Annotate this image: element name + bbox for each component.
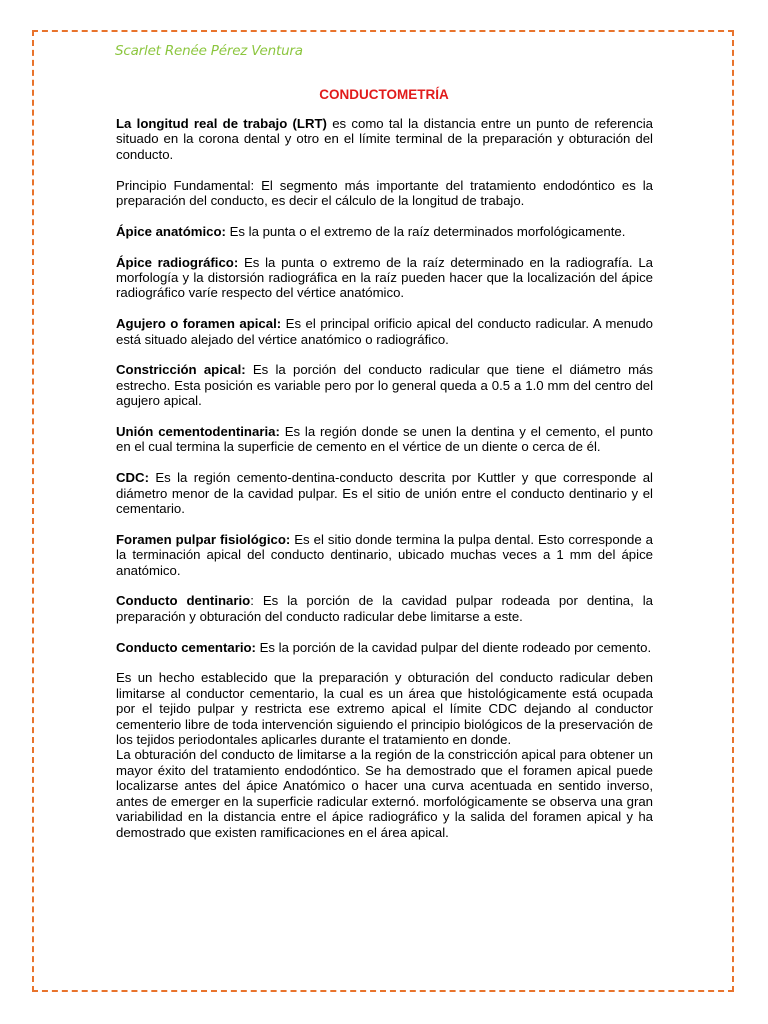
definition: Es la región donde se unen la dentina y el cemento, el punto en el cual termina la superficie de cemento en el vértice de un diente o cerca de él. bbox=[116, 424, 653, 455]
paragraph-hecho-establecido bbox=[116, 670, 653, 747]
definition: : Es la porción de la cavidad pulpar rodeada por dentina, la preparación y obturación del conducto radicular debe limitarse a este. bbox=[116, 593, 653, 624]
paragraph-union-cementodentinaria bbox=[116, 424, 653, 455]
term: Ápice radiográfico: bbox=[116, 254, 239, 270]
paragraph-conducto-cementario bbox=[116, 640, 653, 655]
definition: Principio Fundamental: El segmento más importante del tratamiento endodóntico es la preparación del conducto, es decir el cálculo de la longitud de trabajo. bbox=[116, 177, 653, 209]
author-name: Scarlet Renée Pérez Ventura bbox=[115, 43, 303, 59]
paragraph-apice-anatomico bbox=[116, 224, 653, 239]
term: Unión cementodentinaria: bbox=[116, 424, 280, 440]
definition: La obturación del conducto de limitarse a la región de la constricción apical para obtener un mayor éxito del tratamiento endodóntico. Se ha demostrado que el foramen apical puede localizarse antes del ápice Anatómico o hacer una curva acentuada en sentido inverso, antes de emerger en la superficie radicular externó. morfológicamente se observa una gran variabilidad en la distancia entre el ápice radiográfico y la salida del foramen apical y ha demostrado que existen ramificaciones en el área apical. bbox=[116, 747, 653, 840]
paragraph-foramen-apical bbox=[116, 316, 653, 347]
paragraph-cdc bbox=[116, 470, 653, 516]
definition: Es la porción de la cavidad pulpar del diente rodeado por cemento. bbox=[255, 639, 652, 655]
term: Conducto cementario: bbox=[116, 639, 256, 655]
term: Foramen pulpar fisiológico: bbox=[116, 531, 291, 547]
definition: Es la punta o el extremo de la raíz determinados morfológicamente. bbox=[225, 223, 626, 239]
definition: Es el sitio donde termina la pulpa dental. Esto corresponde a la terminación apical del conducto dentinario, ubicado muchas veces a 1 mm del ápice anatómico. bbox=[116, 531, 653, 578]
term: Ápice anatómico: bbox=[116, 223, 226, 239]
term: CDC: bbox=[116, 470, 149, 486]
term: Constricción apical: bbox=[116, 362, 246, 378]
paragraph-constriccion bbox=[116, 362, 653, 408]
paragraph-apice-radiografico bbox=[116, 255, 653, 301]
definition: Es la punta o extremo de la raíz determinado en la radiografía. La morfología y la distorsión radiográfica en la raíz pueden hacer que la localización del ápice radiográfico varíe respecto del vértice anatómico. bbox=[116, 254, 653, 301]
definition: Es la porción del conducto radicular que tiene el diámetro más estrecho. Esta posición es variable pero por lo general queda a 0.5 a 1.0 mm del centro del agujero apical. bbox=[116, 362, 653, 409]
paragraph-conducto-dentinario bbox=[116, 593, 653, 624]
paragraph-principio bbox=[116, 178, 653, 209]
term: Conducto dentinario bbox=[116, 593, 251, 609]
term: La longitud real de trabajo (LRT) bbox=[116, 116, 327, 131]
definition: es como tal la distancia entre un punto de referencia situado en la corona dental y otro en el límite terminal de la preparación y obturación del conducto. bbox=[116, 116, 653, 162]
document-body bbox=[116, 116, 653, 855]
page-title: CONDUCTOMETRÍA bbox=[319, 87, 449, 102]
definition: Es la región cemento-dentina-conducto descrita por Kuttler y que corresponde al diámetro menor de la cavidad pulpar. Es el sitio de unión entre el conducto dentinario y el cementario. bbox=[116, 470, 653, 517]
paragraph-lrt bbox=[116, 116, 653, 162]
definition: Es un hecho establecido que la preparación y obturación del conducto radicular deben limitarse al conductor cementario, la cual es un área que histológicamente está ocupada por el tejido pulpar y restricta ese extremo apical el límite CDC dejando al conductor cementerio libre de toda intervención siguiendo el principio biológicos de la preservación de los tejidos periodontales aplicarles durante el tratamiento en donde. bbox=[116, 670, 653, 748]
term: Agujero o foramen apical: bbox=[116, 316, 282, 332]
definition: Es el principal orificio apical del conducto radicular. A menudo está situado alejado del vértice anatómico o radiográfico. bbox=[116, 316, 653, 347]
paragraph-foramen-fisiologico bbox=[116, 532, 653, 578]
paragraph-obturacion bbox=[116, 747, 653, 839]
